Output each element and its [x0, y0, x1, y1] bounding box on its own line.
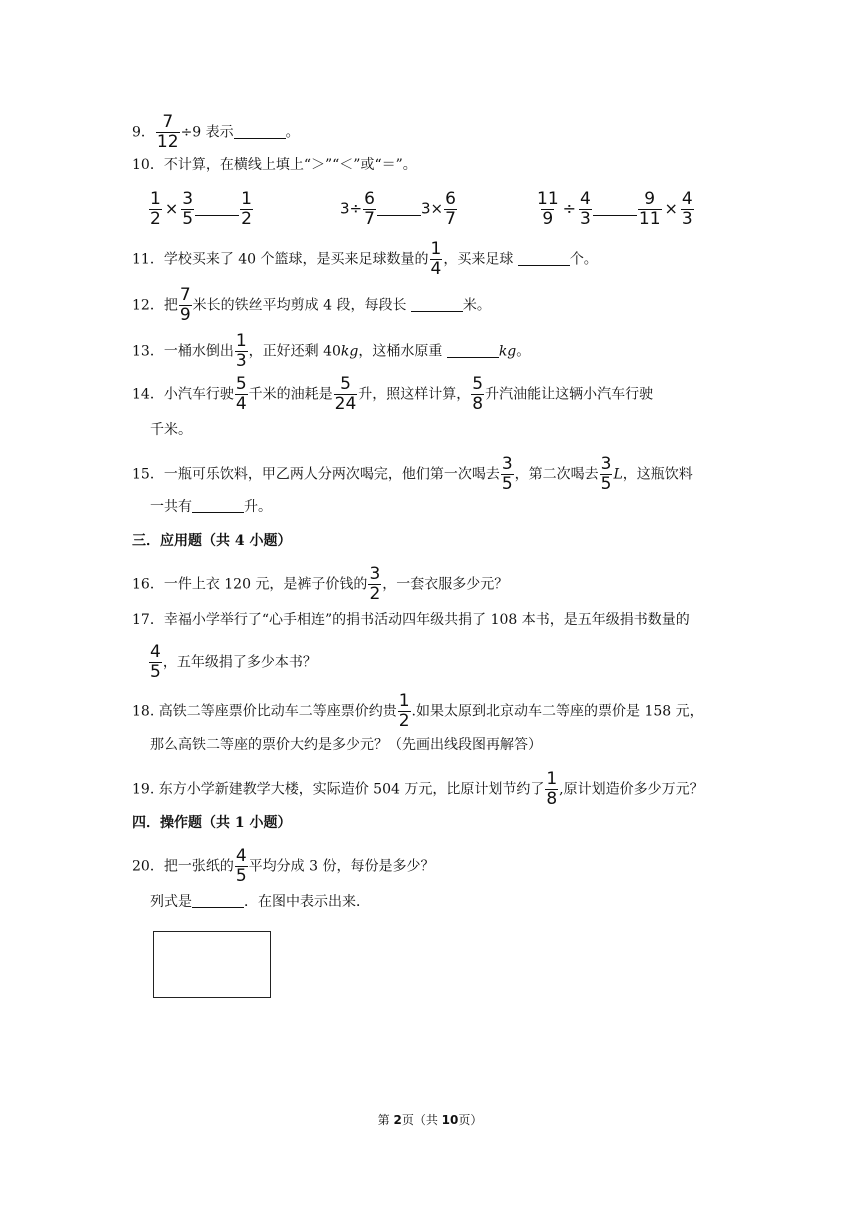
answer-blank[interactable]: [377, 201, 421, 216]
question-20-line-2: 列式是 ．在图中表示出来．: [150, 894, 370, 910]
answer-blank[interactable]: [411, 297, 463, 312]
question-16: 16．一件上衣 120 元，是裤子价钱的 $\frac{3}{2}$ ，一套衣服多少元？: [132, 564, 509, 604]
answer-blank[interactable]: [195, 201, 239, 216]
question-19: 19. 东方小学新建教学大楼，实际造价 504 万元，比原计划节约了 $\frac{1}{8}$ ,原计划造价多少万元？: [132, 769, 704, 809]
question-11: 11．学校买来了 40 个篮球，是买来足球数量的 $\frac{1}{4}$ ，买来足球 个。: [132, 239, 598, 279]
question-12: 12．把 $\frac{7}{9}$ 米长的铁丝平均剪成 4 段，每段长 米。: [132, 285, 491, 325]
question-9: 9． $\frac{7}{12}$ ÷9 表示 。: [132, 112, 300, 152]
answer-blank[interactable]: [593, 201, 637, 216]
answer-blank[interactable]: [234, 124, 286, 139]
question-15-line-2: 一共有 升。: [150, 499, 272, 515]
question-14-line-2: 千米。: [150, 422, 192, 438]
question-17: 17．幸福小学举行了“心手相连”的捐书活动四年级共捐了 108 本书，是五年级捐书数量的: [132, 612, 690, 628]
answer-blank[interactable]: [518, 251, 570, 266]
page-footer: 第 2页（共 10页）: [377, 1113, 483, 1127]
compare-expression-2: 3÷ $\frac{6}{7}$ 3× $\frac{6}{7}$: [340, 189, 456, 229]
answer-blank[interactable]: [447, 343, 499, 358]
question-20: 20．把一张纸的 $\frac{4}{5}$ 平均分成 3 份，每份是多少？: [132, 846, 435, 886]
question-14: 14．小汽车行驶 $\frac{5}{4}$ 千米的油耗是 $\frac{5}{24}$ 升，照这样计算， $\frac{5}{8}$ 升汽油能让这辆小汽车行驶: [132, 374, 654, 414]
question-text: ÷9 表示: [180, 124, 234, 141]
paper-rectangle-figure[interactable]: [153, 931, 271, 998]
question-number: 9．: [132, 124, 155, 141]
question-15: 15．一瓶可乐饮料，甲乙两人分两次喝完，他们第一次喝去 $\frac{3}{5}$ ，第二次喝去 $\frac{3}{5}$ L，这瓶饮料: [132, 454, 693, 494]
compare-expression-1: $\frac{1}{2}$ × $\frac{3}{5}$ $\frac{1}{2}$: [150, 189, 252, 229]
section-heading: 三．应用题（共 4 小题）: [132, 533, 292, 549]
question-17-line-2: $\frac{4}{5}$ ，五年级捐了多少本书？: [150, 642, 317, 682]
compare-expression-3: $\frac{11}{9}$ ÷ $\frac{4}{3}$ $\frac{9}{11}$ × $\frac{4}{3}$: [537, 189, 693, 229]
fraction: $\frac{7}{12}$: [156, 112, 179, 152]
question-10: 10．不计算，在横线上填上“＞”“＜”或“＝”。: [132, 157, 417, 173]
section-heading: 四．操作题（共 1 小题）: [132, 815, 292, 831]
question-18-line-2: 那么高铁二等座的票价大约是多少元？（先画出线段图再解答）: [150, 737, 542, 753]
question-13: 13．一桶水倒出 $\frac{1}{3}$ ，正好还剩 40kg，这桶水原重 kg。: [132, 331, 531, 371]
answer-blank[interactable]: [192, 893, 244, 908]
question-18: 18. 高铁二等座票价比动车二等座票价约贵 $\frac{1}{2}$ .如果太原到北京动车二等座的票价是 158 元，: [132, 691, 704, 731]
answer-blank[interactable]: [192, 498, 244, 513]
